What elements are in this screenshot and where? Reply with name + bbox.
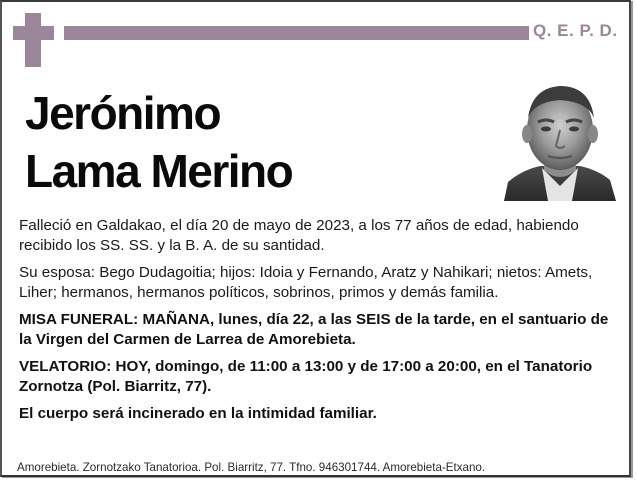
- qepd-label: Q. E. P. D.: [533, 21, 618, 40]
- portrait-photo: [502, 74, 618, 201]
- funeral-home-footer: Amorebieta. Zornotzako Tanatorioa. Pol. Biarritz, 77. Tfno. 946301744. Amorebieta-Etxano.: [17, 461, 486, 474]
- deceased-name: [25, 84, 292, 200]
- obituary-body: [19, 216, 624, 431]
- wake-info: VELATORIO: HOY, domingo, de 11:00 a 13:00 y de 17:00 a 20:00, en el Tanatorio Zornotza (Pol. Biarritz, 77).: [19, 358, 593, 395]
- cross-icon-horizontal: [13, 26, 54, 40]
- death-announcement: Falleció en Galdakao, el día 20 de mayo de 2023, a los 77 años de edad, habiendo recibido los SS. SS. y la B. A. de su santidad.: [19, 217, 579, 254]
- deceased-first-name: Jerónimo: [25, 87, 221, 139]
- cross-icon-vertical: [25, 13, 41, 67]
- deceased-surnames: Lama Merino: [25, 145, 293, 197]
- cremation-note: El cuerpo será incinerado en la intimidad familiar.: [19, 405, 377, 422]
- portrait-photo-icon: [502, 74, 618, 201]
- family-list: Su esposa: Bego Dudagoitia; hijos: Idoia y Fernando, Aratz y Nahikari; nietos: Amets, Liher; hermanos, hermanos políticos, sobrinos, primos y demás familia.: [19, 264, 593, 301]
- funeral-mass-info: MISA FUNERAL: MAÑANA, lunes, día 22, a las SEIS de la tarde, en el santuario de la Virgen del Carmen de Larrea de Amorebieta.: [19, 311, 609, 348]
- header-divider-bar: [64, 26, 529, 40]
